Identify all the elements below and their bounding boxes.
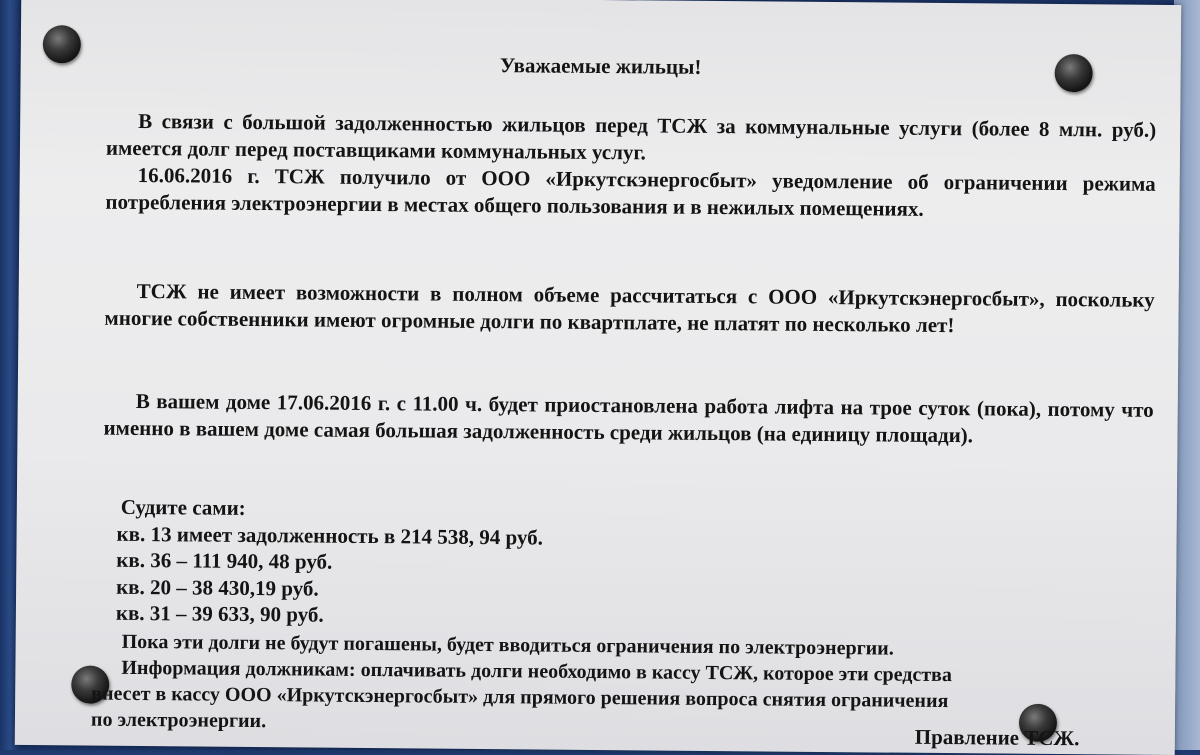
paragraph-notification: 16.06.2016 г. ТСЖ получило от ООО «Иркутскэнергосбыт» уведомление об ограничении режима потребления электроэнергии в местах общего пользования и в нежилых помещениях. [105, 162, 1156, 221]
paragraph-elevator: В вашем доме 17.06.2016 г. с 11.00 ч. будет приостановлена работа лифта на трое суток (пока), потому что именно в вашем доме самая большая задолженность среди жильцов (на единицу площади). [103, 388, 1154, 448]
judge-heading: Судите сами: [120, 494, 246, 520]
debt-item: кв. 20 – 38 430,19 руб. [116, 574, 319, 601]
info-line: по электроэнергии. [90, 708, 267, 733]
debt-item: кв. 13 имеет задолженность в 214 538, 94 руб. [116, 521, 543, 550]
paragraph-inability: ТСЖ не имеет возможности в полном объеме рассчитаться с ООО «Иркутскэнергосбыт», поскольку многие собственники имеют огромные долги по квартплате, не платят по несколько лет! [104, 278, 1155, 338]
debt-list [116, 494, 1117, 635]
paragraph-debt: В связи с большой задолженностью жильцов перед ТСЖ за коммунальные услуги (более 8 млн. руб.) имеется долг перед поставщиками коммунальных услуг. [105, 108, 1157, 165]
debt-item: кв. 36 – 111 940, 48 руб. [116, 547, 333, 574]
info-line: Информация должникам: оплачивать долги необходимо в кассу ТСЖ, которое эти средства [121, 656, 952, 687]
restriction-line: Пока эти долги не будут погашены, будет вводиться ограничения по электроэнергии. [121, 630, 894, 660]
signature: Правление ТСЖ. [914, 724, 1080, 751]
notice-paper [15, 0, 1182, 755]
info-line: внесет в кассу ООО «Иркутскэнергосбыт» для прямого решения вопроса снятия ограничения [91, 682, 949, 713]
debt-item: кв. 31 – 39 633, 90 руб. [115, 600, 324, 627]
notice-title: Уважаемые жильцы! [499, 53, 702, 79]
